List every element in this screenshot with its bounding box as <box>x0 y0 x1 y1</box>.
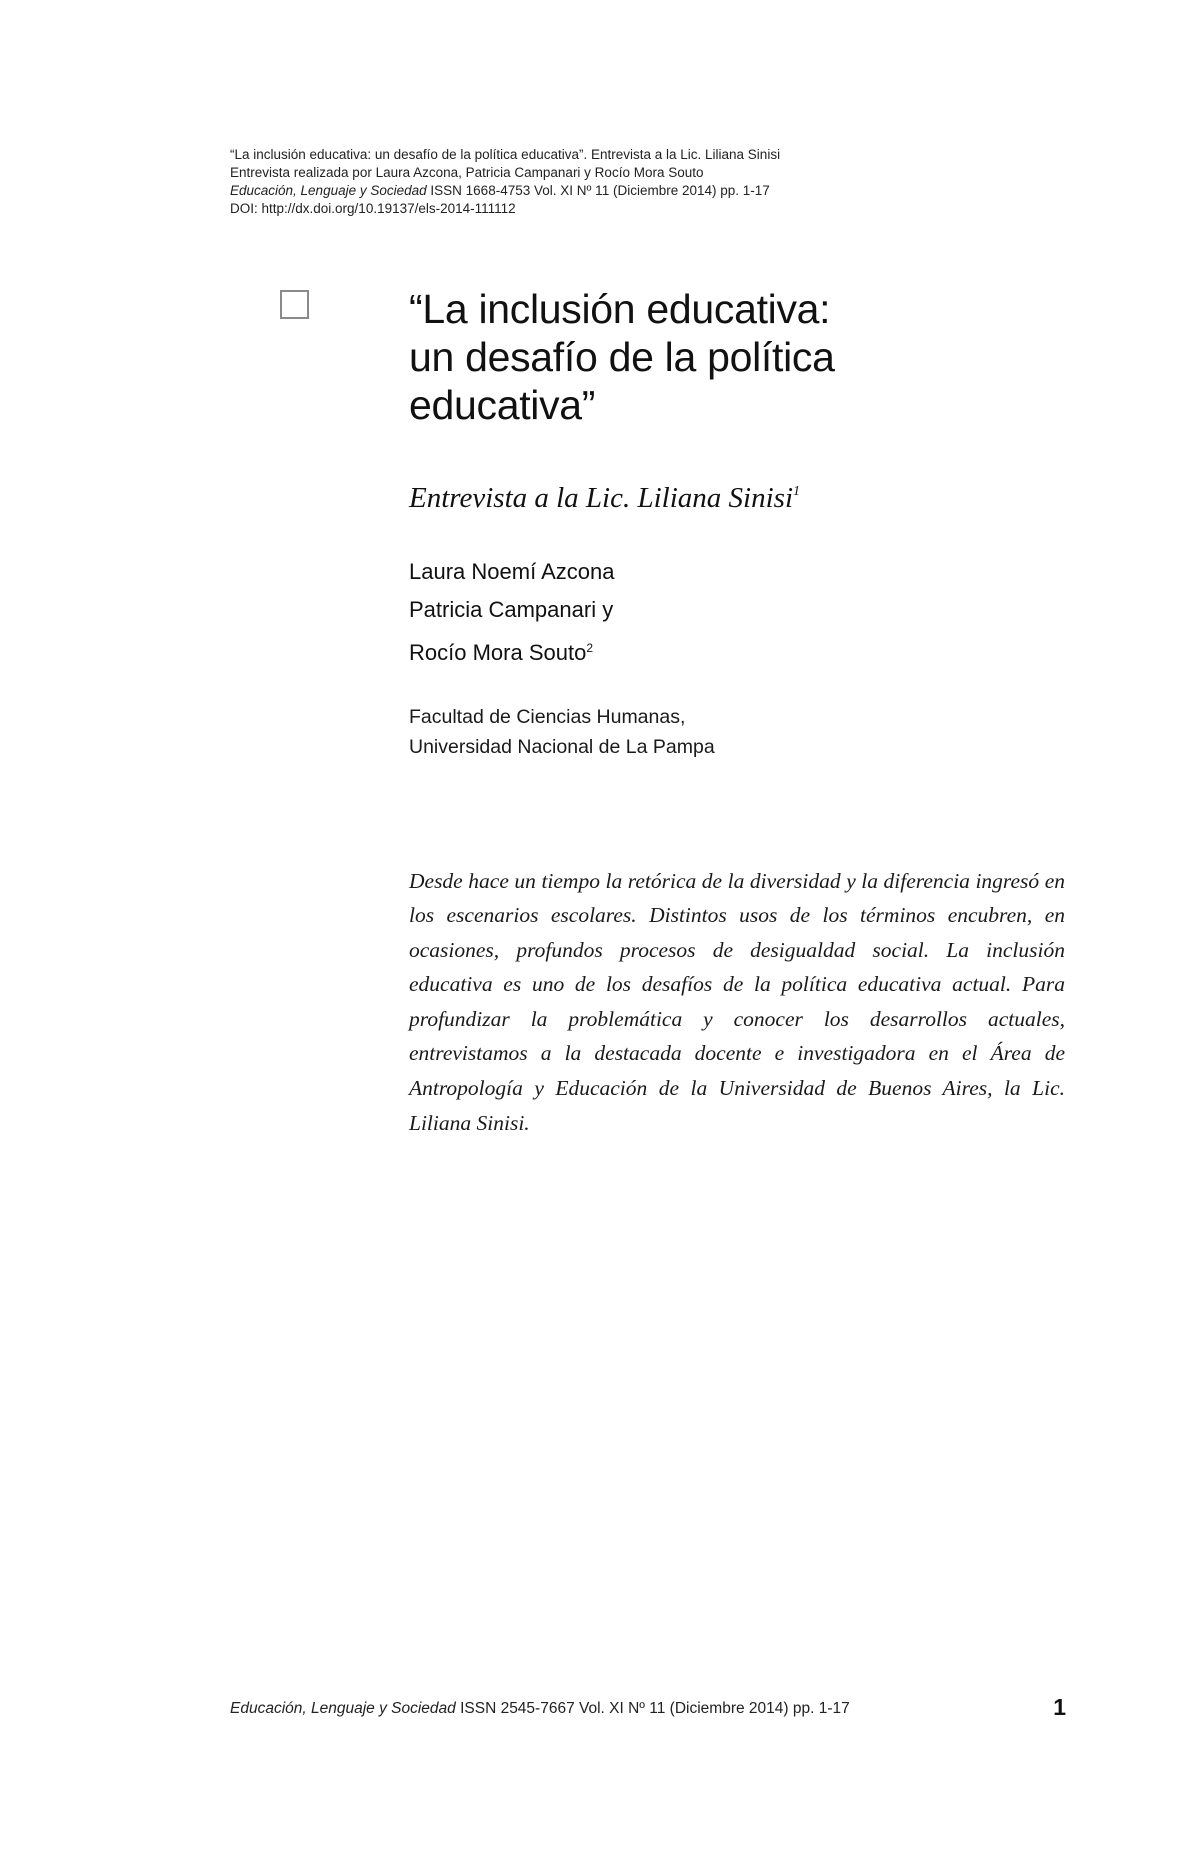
abstract-paragraph: Desde hace un tiempo la retórica de la diversidad y la diferencia ingresó en los escenarios escolares. Distintos usos de los términos encubren, en ocasiones, profundos procesos de desigualdad social. La inclusión educativa es uno de los desafíos de la política educativa actual. Para profundizar la problemática y conocer los desarrollos actuales, entrevistamos a la destacada docente e investigadora en el Área de Antropología y Educación de la Universidad de Buenos Aires, la Lic. Liliana Sinisi. <box>409 868 1065 1135</box>
header-journal-name: Educación, Lenguaje y Sociedad <box>230 183 427 198</box>
author-line-3 <box>409 629 614 672</box>
article-title-line-3: educativa” <box>409 382 596 428</box>
header-citation-doi-line: DOI: http://dx.doi.org/10.19137/els-2014-111112 <box>230 201 516 216</box>
author-line-2: Patricia Campanari y <box>409 597 614 622</box>
affiliation-university: Universidad Nacional de La Pampa <box>409 736 715 758</box>
footer-journal-issue: ISSN 2545-7667 Vol. XI Nº 11 (Diciembre 2014) pp. 1-17 <box>455 1700 850 1717</box>
author-footnote-marker: 2 <box>586 641 593 655</box>
header-citation-title-line: “La inclusión educativa: un desafío de la política educativa”. Entrevista a la Lic. Liliana Sinisi <box>230 147 781 162</box>
header-journal-issue: ISSN 1668-4753 Vol. XI Nº 11 (Diciembre 2014) pp. 1-17 <box>426 183 770 198</box>
author-line-1: Laura Noemí Azcona <box>409 559 615 584</box>
article-title <box>409 285 1109 429</box>
empty-box-icon <box>280 290 309 319</box>
author-line-3-text: Rocío Mora Souto <box>409 640 587 665</box>
affiliation-faculty: Facultad de Ciencias Humanas, <box>409 706 686 728</box>
article-title-line-2: un desafío de la política <box>409 334 835 380</box>
header-citation-authors-line: Entrevista realizada por Laura Azcona, Patricia Campanari y Rocío Mora Souto <box>230 165 704 180</box>
footer-citation <box>230 1700 850 1718</box>
article-title-line-1: “La inclusión educativa: <box>409 286 831 332</box>
page-footer <box>230 1694 1066 1722</box>
subtitle-text: Entrevista a la Lic. Liliana Sinisi <box>409 482 793 514</box>
author-list <box>409 553 614 672</box>
article-subtitle <box>409 474 800 516</box>
header-citation-journal-line <box>230 182 990 200</box>
page-number: 1 <box>1053 1694 1066 1720</box>
header-citation <box>230 146 990 218</box>
footer-journal-name: Educación, Lenguaje y Sociedad <box>230 1700 456 1717</box>
subtitle-footnote-marker: 1 <box>793 484 800 499</box>
affiliation <box>409 702 715 762</box>
